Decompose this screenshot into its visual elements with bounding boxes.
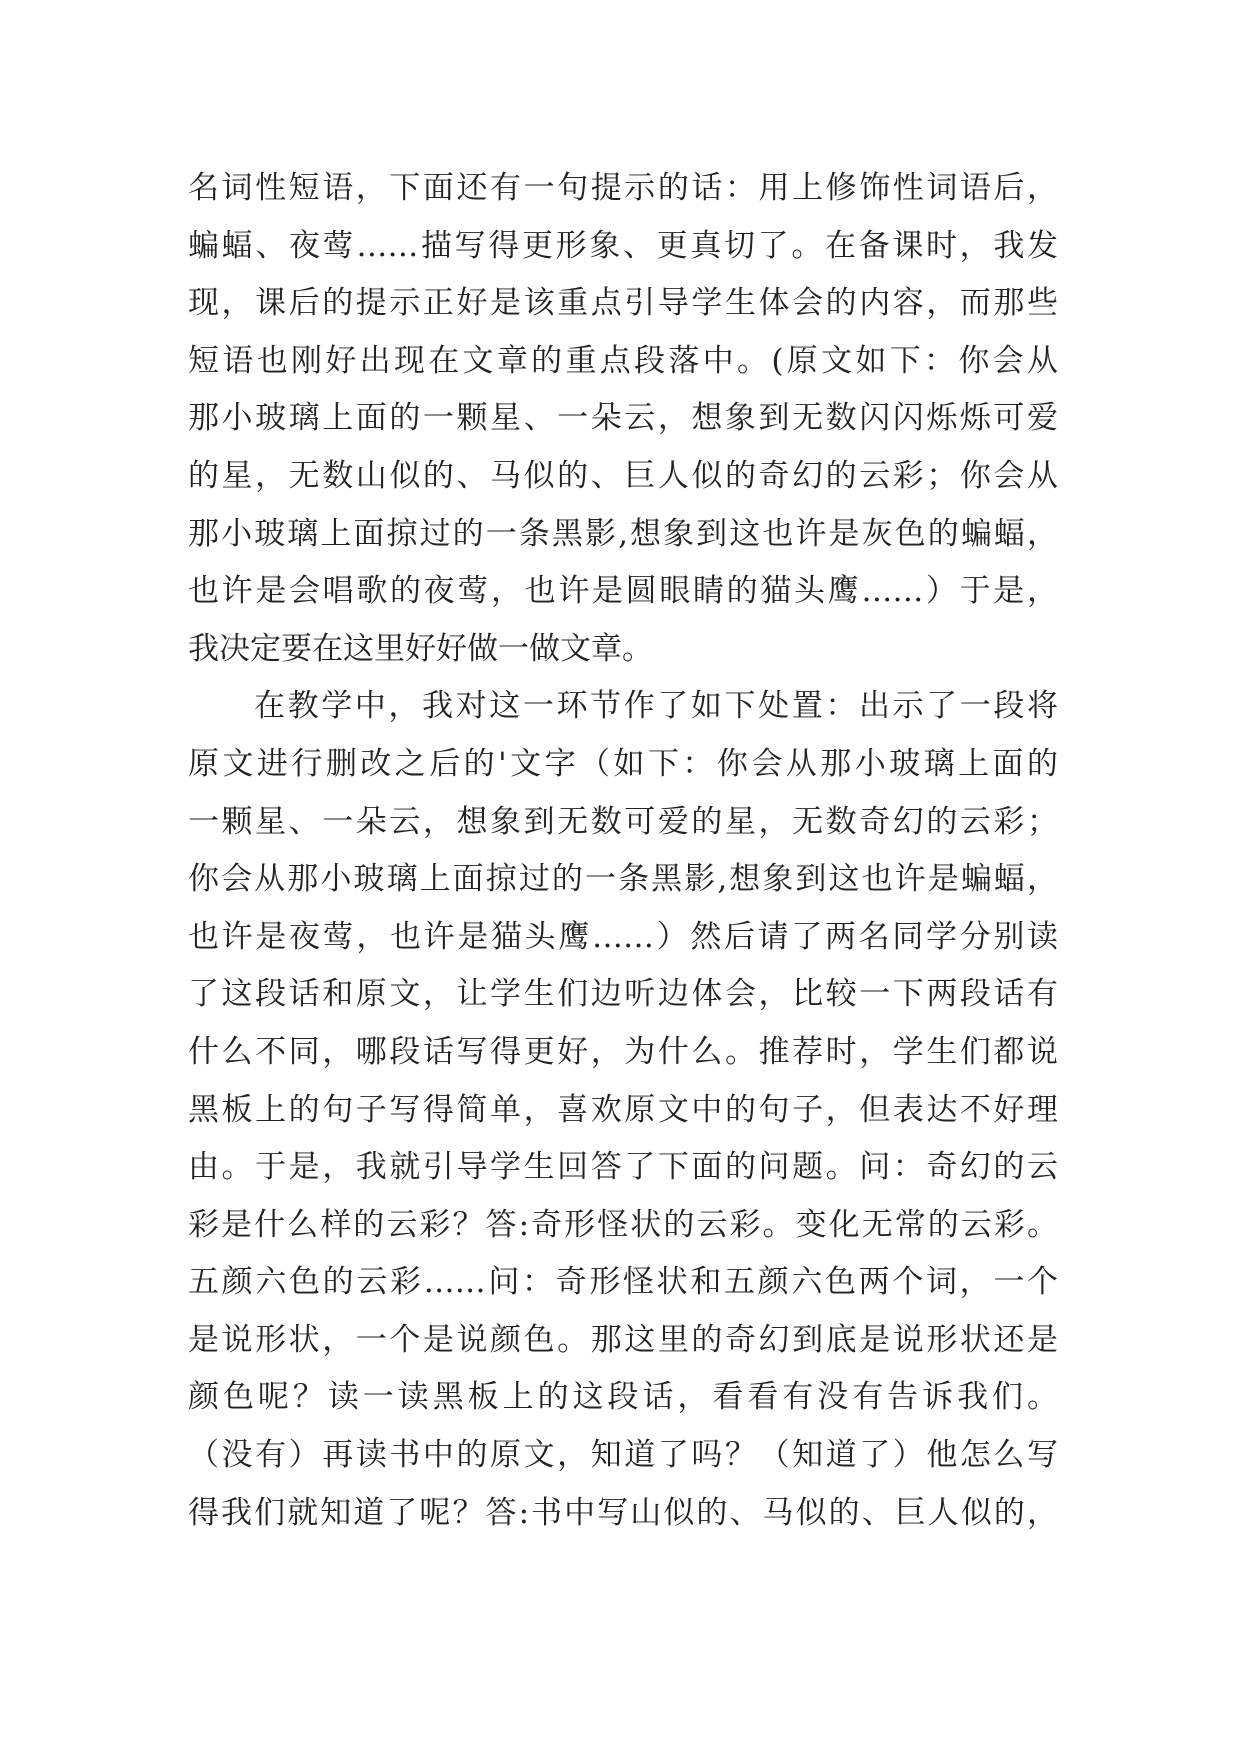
text-line: 你会从那小玻璃上面掠过的一条黑影,想象到这也许是蝙蝠， bbox=[188, 861, 1058, 898]
text-line: 是说形状，一个是说颜色。那这里的奇幻到底是说形状还是 bbox=[188, 1321, 1058, 1358]
text-line: 黑板上的句子写得简单，喜欢原文中的句子，但表达不好理 bbox=[188, 1091, 1058, 1128]
text-line: 原文进行删改之后的'文字（如下：你会从那小玻璃上面的 bbox=[188, 745, 1058, 782]
text-line: 彩是什么样的云彩？答:奇形怪状的云彩。变化无常的云彩。 bbox=[188, 1206, 1058, 1243]
text-line: 短语也刚好出现在文章的重点段落中。(原文如下：你会从 bbox=[188, 342, 1058, 379]
text-line: 一颗星、一朵云，想象到无数可爱的星，无数奇幻的云彩； bbox=[188, 803, 1058, 840]
text-line: 蝙蝠、夜莺……描写得更形象、更真切了。在备课时，我发 bbox=[188, 227, 1058, 264]
text-line: 的星，无数山似的、马似的、巨人似的奇幻的云彩；你会从 bbox=[188, 457, 1058, 494]
body-text bbox=[188, 160, 1058, 1542]
text-line: 也许是夜莺，也许是猫头鹰……）然后请了两名同学分别读 bbox=[188, 918, 1058, 955]
text-line: 那小玻璃上面掠过的一条黑影,想象到这也许是灰色的蝙蝠， bbox=[188, 515, 1058, 552]
text-line: 五颜六色的云彩……问：奇形怪状和五颜六色两个词，一个 bbox=[188, 1264, 1058, 1301]
text-line: 由。于是，我就引导学生回答了下面的问题。问：奇幻的云 bbox=[188, 1149, 1058, 1186]
paragraph-start-line: 在教学中，我对这一环节作了如下处置：出示了一段将 bbox=[254, 688, 1058, 725]
text-line: 得我们就知道了呢？答:书中写山似的、马似的、巨人似的， bbox=[188, 1494, 1058, 1531]
paragraph-end-line: 我决定要在这里好好做一做文章。 bbox=[188, 630, 653, 667]
text-line: 那小玻璃上面的一颗星、一朵云，想象到无数闪闪烁烁可爱 bbox=[188, 400, 1058, 437]
text-line: 现，课后的提示正好是该重点引导学生体会的内容，而那些 bbox=[188, 285, 1058, 322]
text-line: 名词性短语，下面还有一句提示的话：用上修饰性词语后， bbox=[188, 170, 1058, 206]
text-line: 颜色呢？读一读黑板上的这段话，看看有没有告诉我们。 bbox=[188, 1379, 1058, 1416]
text-line: （没有）再读书中的原文，知道了吗？（知道了）他怎么写 bbox=[188, 1437, 1058, 1474]
text-line: 什么不同，哪段话写得更好，为什么。推荐时，学生们都说 bbox=[188, 1033, 1058, 1070]
text-line: 也许是会唱歌的夜莺，也许是圆眼睛的猫头鹰……）于是， bbox=[188, 573, 1058, 610]
text-line: 了这段话和原文，让学生们边听边体会，比较一下两段话有 bbox=[188, 976, 1058, 1013]
